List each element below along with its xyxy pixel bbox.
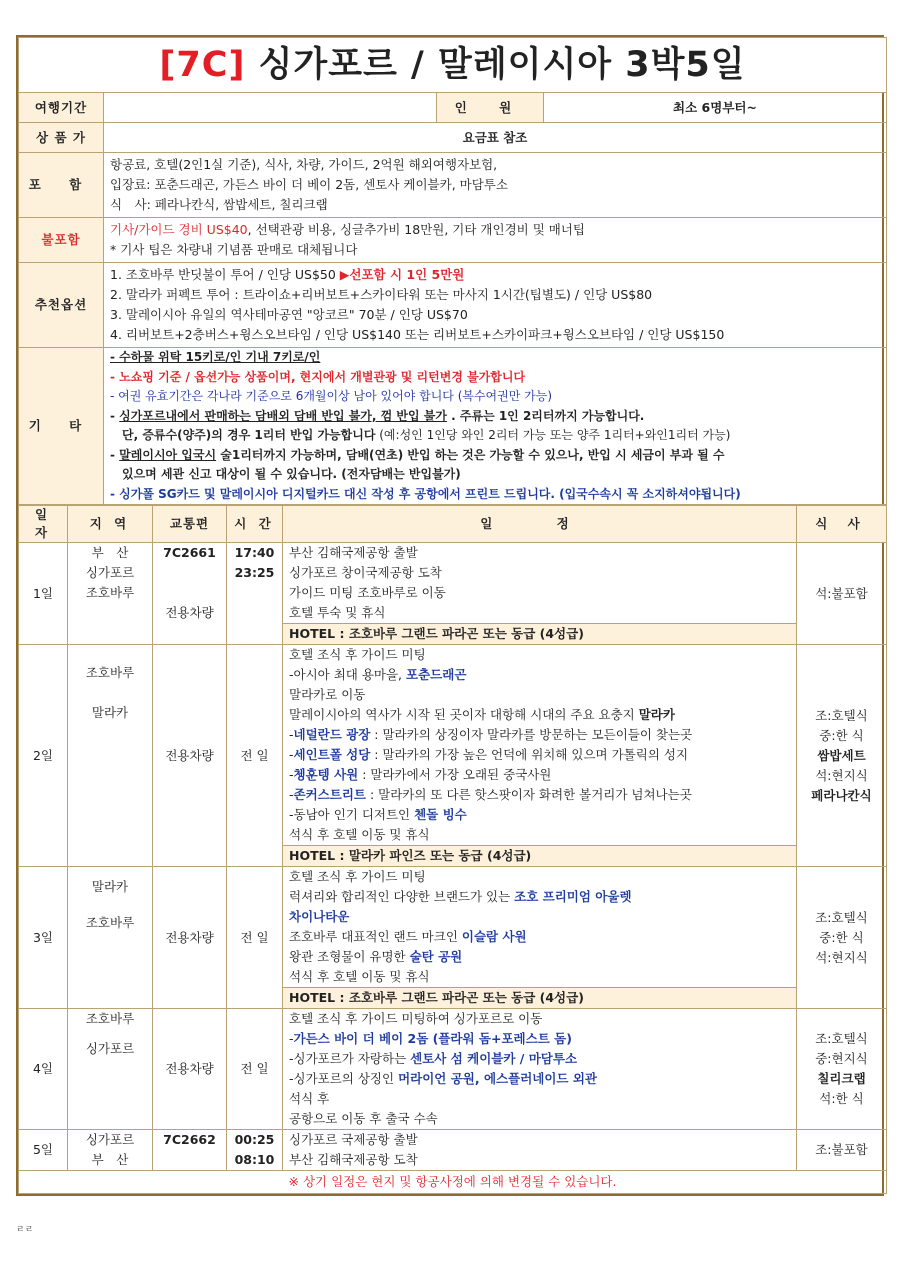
etc-arrival-card: - 싱가폴 SG카드 및 말레이시아 디지털카드 대신 작성 후 공항에서 프린트 드립니다. (입국수속시 꼭 소지하셔야됩니다)	[110, 486, 741, 501]
exclude-rest: , 선택관광 비용, 싱글추가비 18만원, 기타 개인경비 및 매너팁	[247, 222, 585, 237]
exclude-note: * 기사 팁은 차량내 기념품 판매로 대체됩니다	[110, 242, 358, 257]
day-row	[19, 1130, 887, 1171]
day-meals: 조:호텔식 중:현지식 칠리크랩 석:한 식	[797, 1009, 887, 1130]
day-transport: 전용차량	[153, 645, 227, 867]
day-label: 1일	[19, 543, 68, 645]
day-regions: 싱가포르 부 산	[68, 1130, 153, 1171]
exclude-content	[104, 218, 887, 263]
etc-customs: 있으며 세관 신고 대상이 될 수 있습니다. (전자담배는 반입불가)	[122, 467, 461, 481]
day-regions: 조호바루 싱가포르	[68, 1009, 153, 1130]
options-label: 추천옵션	[19, 263, 104, 348]
day-items: 싱가포르 국제공항 출발 부산 김해국제공항 도착	[283, 1130, 797, 1171]
etc-malaysia-rule: - 말레이시아 입국시 술1리터까지 가능하며, 담배(연초) 반입 하는 것은 가능할 수 있으나, 반입 시 세금이 부과 될 수	[110, 447, 725, 462]
day-row	[19, 1009, 887, 1130]
day-times: 00:25 08:10	[227, 1130, 283, 1171]
schedule-header-row	[19, 506, 887, 543]
include-label: 포 함	[19, 153, 104, 218]
col-day: 일 자	[19, 506, 68, 543]
hotel-line: HOTEL : 조호바루 그랜드 파라곤 또는 동급 (4성급)	[283, 988, 797, 1009]
day-meals: 석:불포함	[797, 543, 887, 645]
day-transport: 7C2662	[153, 1130, 227, 1171]
day-times: 17:40 23:25	[227, 543, 283, 645]
people-label: 인 원	[437, 93, 544, 123]
day-label: 4일	[19, 1009, 68, 1130]
day-times: 전 일	[227, 1009, 283, 1130]
day-times: 전 일	[227, 867, 283, 1009]
day-transport: 전용차량	[153, 1009, 227, 1130]
day-row	[19, 867, 887, 988]
day-label: 2일	[19, 645, 68, 867]
include-content	[104, 153, 887, 218]
option-promo: ▶선포함 시 1인 5만원	[339, 267, 465, 282]
option-item: 4. 리버보트+2층버스+윙스오브타임 / 인당 US$140 또는 리버보트+스카이파크+윙스오브타임 / 인당 US$150	[110, 327, 725, 342]
day-label: 3일	[19, 867, 68, 1009]
day-regions: 조호바루 말라카	[68, 645, 153, 867]
col-transport: 교통편	[153, 506, 227, 543]
product-code: [7C]	[159, 45, 246, 85]
include-line: 식 사: 페라나칸식, 쌈밥세트, 칠리크랩	[110, 197, 328, 212]
option-item: 1. 조호바루 반딧불이 투어 / 인당 US$50 ▶선포함 시 1인 5만원	[110, 267, 465, 282]
hotel-line: HOTEL : 조호바루 그랜드 파라곤 또는 동급 (4성급)	[283, 624, 797, 645]
people-value: 최소 6명부터~	[544, 93, 887, 123]
day-meals: 조:호텔식 중:한 식 쌈밥세트 석:현지식 페라나칸식	[797, 645, 887, 867]
option-item: 3. 말레이시아 유일의 역사테마공연 "앙코르" 70분 / 인당 US$70	[110, 307, 468, 322]
day-row	[19, 645, 887, 846]
col-region: 지 역	[68, 506, 153, 543]
col-time: 시 간	[227, 506, 283, 543]
day-times: 전 일	[227, 645, 283, 867]
day-regions: 말라카 조호바루	[68, 867, 153, 1009]
include-line: 입장료: 포춘드래곤, 가든스 바이 더 베이 2돔, 센토사 케이블카, 마담투소	[110, 177, 508, 192]
options-content	[104, 263, 887, 348]
day-row	[19, 543, 887, 624]
corner-mark: ㄹㄹ	[16, 1225, 34, 1235]
option-item: 2. 말라카 퍼펙트 투어 : 트라이쇼+리버보트+스카이타워 또는 마사지 1시간(팁별도) / 인당 US$80	[110, 287, 653, 302]
include-line: 항공료, 호텔(2인1실 기준), 식사, 차량, 가이드, 2억원 해외여행자보험,	[110, 157, 498, 172]
exclude-label: 불포함	[19, 218, 104, 263]
schedule-table	[18, 505, 887, 1194]
etc-singapore-rule: - 싱가포르내에서 판매하는 담배외 담배 반입 불가, 껌 반입 불가 . 주류는 1인 2리터까지 가능합니다.	[110, 408, 645, 423]
day-regions: 부 산 싱가포르 조호바루	[68, 543, 153, 645]
day-items: 호텔 조식 후 가이드 미팅 -아시아 최대 용마을, 포춘드래곤 말라카로 이동 말레이시아의 역사가 시작 된 곳이자 대항해 시대의 주요 요충지 말라카 -네덜란드 광장 : 말라카의 상징이자 말라카를 방문하는 모든이들이 찾는곳 -세인트폴 성당 : 말라카의 가장 높은 언덕에 위치해 있으며 가톨릭의 성지 -쳉훈텡 사원 : 말라카에서 가장 오래된 중국사원 -존커스트리트 : 말라카의 또 다른 핫스팟이자 화려한 볼거리가 넘쳐나는곳 -동남아 인기 디저트인 첸돌 빙수 석식 후 호텔 이동 및 휴식	[283, 645, 797, 846]
col-meals: 식 사	[797, 506, 887, 543]
day-meals: 조:호텔식 중:한 식 석:현지식	[797, 867, 887, 1009]
etc-liquor-rule: 단, 증류수(양주)의 경우 1리터 반입 가능합니다 (예:성인 1인당 와인 2리터 가능 또는 양주 1리터+와인1리터 가능)	[122, 428, 731, 442]
page-title	[19, 38, 887, 93]
day-items: 호텔 조식 후 가이드 미팅 럭셔리와 합리적인 다양한 브랜드가 있는 조호 프리미엄 아울렛 차이나타운 조호바루 대표적인 랜드 마크인 이슬람 사원 왕관 조형물이 유명한 술탄 공원 석식 후 호텔 이동 및 휴식	[283, 867, 797, 988]
etc-passport: - 여권 유효기간은 각나라 기준으로 6개월이상 남아 있어야 합니다 (복수여권만 가능)	[110, 389, 553, 403]
day-transport: 7C2661 전용차량	[153, 543, 227, 645]
etc-content	[104, 348, 887, 505]
day-items: 호텔 조식 후 가이드 미팅하여 싱가포르로 이동 -가든스 바이 더 베이 2돔 (플라워 돔+포레스트 돔) -싱가포르가 자랑하는 센토사 섬 케이블카 / 마담투소 -싱가포르의 상징인 머라이언 공원, 에스플러네이드 외관 석식 후 공항으로 이동 후 출국 수속	[283, 1009, 797, 1130]
period-label: 여행기간	[19, 93, 104, 123]
col-schedule: 일 정	[283, 506, 797, 543]
itinerary-document	[16, 35, 884, 1196]
etc-no-shopping: - 노쇼핑 기준 / 옵션가능 상품이며, 현지에서 개별관광 및 리턴변경 불가합니다	[110, 369, 526, 384]
day-label: 5일	[19, 1130, 68, 1171]
footnote: ※ 상기 일정은 현지 및 항공사정에 의해 변경될 수 있습니다.	[19, 1171, 887, 1194]
price-value: 요금표 참조	[104, 123, 887, 153]
period-value	[104, 93, 437, 123]
day-meals: 조:불포함	[797, 1130, 887, 1171]
guide-fee: 기사/가이드 경비 US$40	[110, 222, 248, 237]
price-label: 상 품 가	[19, 123, 104, 153]
day-items: 부산 김해국제공항 출발 싱가포르 창이국제공항 도착 가이드 미팅 조호바루로 이동 호텔 투숙 및 휴식	[283, 543, 797, 624]
info-table	[18, 37, 887, 505]
etc-baggage: - 수하물 위탁 15키로/인 기내 7키로/인	[110, 350, 321, 364]
hotel-line: HOTEL : 말라카 파인즈 또는 동급 (4성급)	[283, 846, 797, 867]
day-transport: 전용차량	[153, 867, 227, 1009]
etc-label: 기 타	[19, 348, 104, 505]
product-name: 싱가포르 / 말레이시아 3박5일	[258, 45, 746, 85]
